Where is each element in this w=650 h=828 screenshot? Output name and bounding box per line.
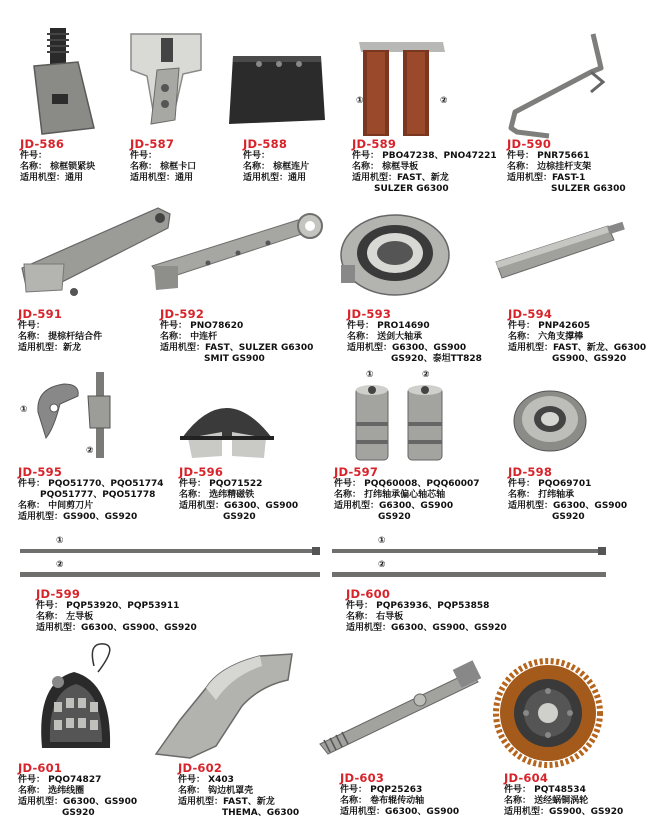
lock-block-image — [20, 22, 100, 140]
product-code: JD-599 — [36, 587, 81, 601]
part-number-cont: PQO51777、PQO51778 — [40, 490, 156, 500]
part-number: 件号： PNP42605 — [508, 321, 591, 331]
part-name: 名称： 棕框卡口 — [130, 162, 197, 172]
product-code: JD-595 — [18, 465, 63, 479]
applicable-models: 适用机型：G6300、GS900 — [18, 797, 138, 807]
eccentric-spindle-image — [352, 382, 452, 464]
part-name: 名称： 打纬轴承 — [508, 490, 575, 500]
part-name: 名称： 卷布辊传动轴 — [340, 796, 425, 806]
applicable-models: 适用机型：新龙 — [18, 343, 82, 353]
product-code: JD-587 — [130, 137, 175, 151]
right-guide-plate-image — [332, 545, 610, 585]
part-name: 名称： 右导板 — [346, 612, 404, 622]
weft-selector-coil-image — [28, 642, 128, 752]
variant-marker: ① — [356, 96, 364, 106]
variant-marker: ② — [86, 446, 94, 456]
product-code: JD-593 — [347, 307, 392, 321]
part-name: 名称： 中连杆 — [160, 332, 218, 342]
product-code: JD-594 — [508, 307, 553, 321]
product-code: JD-600 — [346, 587, 391, 601]
product-code: JD-604 — [504, 771, 549, 785]
applicable-models: 适用机型：通用 — [130, 173, 194, 183]
variant-marker: ① — [20, 405, 28, 415]
product-code: JD-588 — [243, 137, 288, 151]
product-code: JD-603 — [340, 771, 385, 785]
applicable-models: 适用机型：GS900、GS920 — [18, 512, 138, 522]
frame-guide-plate-image — [355, 38, 450, 138]
part-name: 名称： 送剑大轴承 — [347, 332, 423, 342]
frame-link-plate-image — [225, 50, 330, 130]
product-code: JD-601 — [18, 761, 63, 775]
applicable-models: 适用机型：FAST、新龙、G6300 — [508, 343, 647, 353]
part-name: 名称： 中间剪刀片 — [18, 501, 94, 511]
leno-cover-image — [150, 650, 300, 762]
part-name: 名称： 钩边机罩壳 — [178, 786, 254, 796]
part-number: 件号： PQP25263 — [340, 785, 423, 795]
applicable-models: 适用机型：通用 — [243, 173, 307, 183]
applicable-models: 适用机型：G6300、GS900 — [508, 501, 628, 511]
part-number: 件号： PQO74827 — [18, 775, 102, 785]
product-code: JD-586 — [20, 137, 65, 151]
applicable-models-cont: GS920 — [223, 512, 256, 522]
hex-support-bar-image — [490, 212, 630, 294]
applicable-models-cont: SULZER G6300 — [551, 184, 626, 194]
part-number: 件号： PQO69701 — [508, 479, 592, 489]
variant-marker: ① — [366, 370, 374, 380]
part-number: 件号： — [20, 151, 48, 161]
center-cutter-blade-image — [30, 368, 120, 463]
applicable-models: 适用机型：G6300、GS900 — [347, 343, 467, 353]
beat-up-bearing-image — [510, 385, 590, 453]
part-number: 件号： — [18, 321, 46, 331]
applicable-models: 适用机型：GS900、GS920 — [504, 807, 624, 817]
weft-selector-magnet-image — [178, 382, 278, 464]
part-name: 名称： 选纬线圈 — [18, 786, 85, 796]
applicable-models-cont: SULZER G6300 — [374, 184, 449, 194]
applicable-models: 适用机型：G6300、GS900、GS920 — [36, 623, 197, 633]
part-number: 件号： PQQ60008、PQQ60007 — [334, 479, 480, 489]
product-code: JD-589 — [352, 137, 397, 151]
frame-clip-image — [125, 30, 210, 135]
product-code: JD-591 — [18, 307, 63, 321]
applicable-models: 适用机型：FAST、新龙 — [352, 173, 449, 183]
part-number: 件号： PQO71522 — [179, 479, 263, 489]
product-code: JD-592 — [160, 307, 205, 321]
part-name: 名称： 棕框锁紧块 — [20, 162, 96, 172]
part-name: 名称： 左导板 — [36, 612, 94, 622]
variant-marker: ② — [422, 370, 430, 380]
variant-marker: ② — [378, 560, 386, 570]
part-name: 名称： 打纬轴承偏心轴芯轴 — [334, 490, 446, 500]
variant-marker: ② — [440, 96, 448, 106]
applicable-models-cont: SMIT GS900 — [204, 354, 265, 364]
applicable-models: 适用机型：FAST、SULZER G6300 — [160, 343, 314, 353]
applicable-models-cont: GS920 — [378, 512, 411, 522]
cloth-roller-shaft-image — [310, 660, 485, 760]
part-name: 名称： 送经蜗铜涡轮 — [504, 796, 589, 806]
part-number: 件号： — [243, 151, 271, 161]
part-number: 件号： PNO78620 — [160, 321, 244, 331]
selvedge-bracket-image — [505, 28, 610, 140]
middle-link-image — [148, 208, 328, 298]
applicable-models: 适用机型：G6300、GS900 — [340, 807, 460, 817]
rapier-bearing-image — [337, 205, 457, 300]
applicable-models: 适用机型：G6300、GS900、GS920 — [346, 623, 507, 633]
product-code: JD-598 — [508, 465, 553, 479]
variant-marker: ② — [56, 560, 64, 570]
applicable-models-cont: GS920、泰坦TT828 — [391, 354, 482, 364]
part-number: 件号： PQP53920、PQP53911 — [36, 601, 180, 611]
applicable-models: 适用机型：通用 — [20, 173, 84, 183]
part-number: 件号： PQT48534 — [504, 785, 586, 795]
part-name: 名称： 选纬精磁铁 — [179, 490, 255, 500]
part-name: 名称： 六角支撑棒 — [508, 332, 584, 342]
part-number: 件号： X403 — [178, 775, 234, 785]
applicable-models-cont: GS920 — [552, 512, 585, 522]
applicable-models: 适用机型：FAST-1 — [507, 173, 586, 183]
variant-marker: ① — [378, 536, 386, 546]
part-name: 名称： 边棕挂杆支架 — [507, 162, 592, 172]
product-code: JD-602 — [178, 761, 223, 775]
part-number: 件号： PQP63936、PQP53858 — [346, 601, 490, 611]
part-number: 件号： PNR75661 — [507, 151, 590, 161]
left-guide-plate-image — [20, 545, 325, 585]
applicable-models-cont: GS900、GS920 — [552, 354, 627, 364]
applicable-models: 适用机型：G6300、GS900 — [334, 501, 454, 511]
part-name: 名称： 棕框导板 — [352, 162, 419, 172]
part-number: 件号： PBO47238、PNO47221 — [352, 151, 497, 161]
applicable-models-cont: GS920 — [62, 808, 95, 818]
part-name: 名称： 棕框连片 — [243, 162, 310, 172]
applicable-models-cont: THEMA、G6300 — [222, 808, 300, 818]
part-number: 件号： PQO51770、PQO51774 — [18, 479, 164, 489]
product-code: JD-596 — [179, 465, 224, 479]
product-code: JD-597 — [334, 465, 379, 479]
applicable-models: 适用机型：G6300、GS900 — [179, 501, 299, 511]
part-name: 名称： 提棕杆结合件 — [18, 332, 103, 342]
part-number: 件号： — [130, 151, 158, 161]
product-code: JD-590 — [507, 137, 552, 151]
worm-gear-image — [493, 658, 603, 768]
variant-marker: ① — [56, 536, 64, 546]
part-number: 件号： PRO14690 — [347, 321, 430, 331]
applicable-models: 适用机型：FAST、新龙 — [178, 797, 275, 807]
